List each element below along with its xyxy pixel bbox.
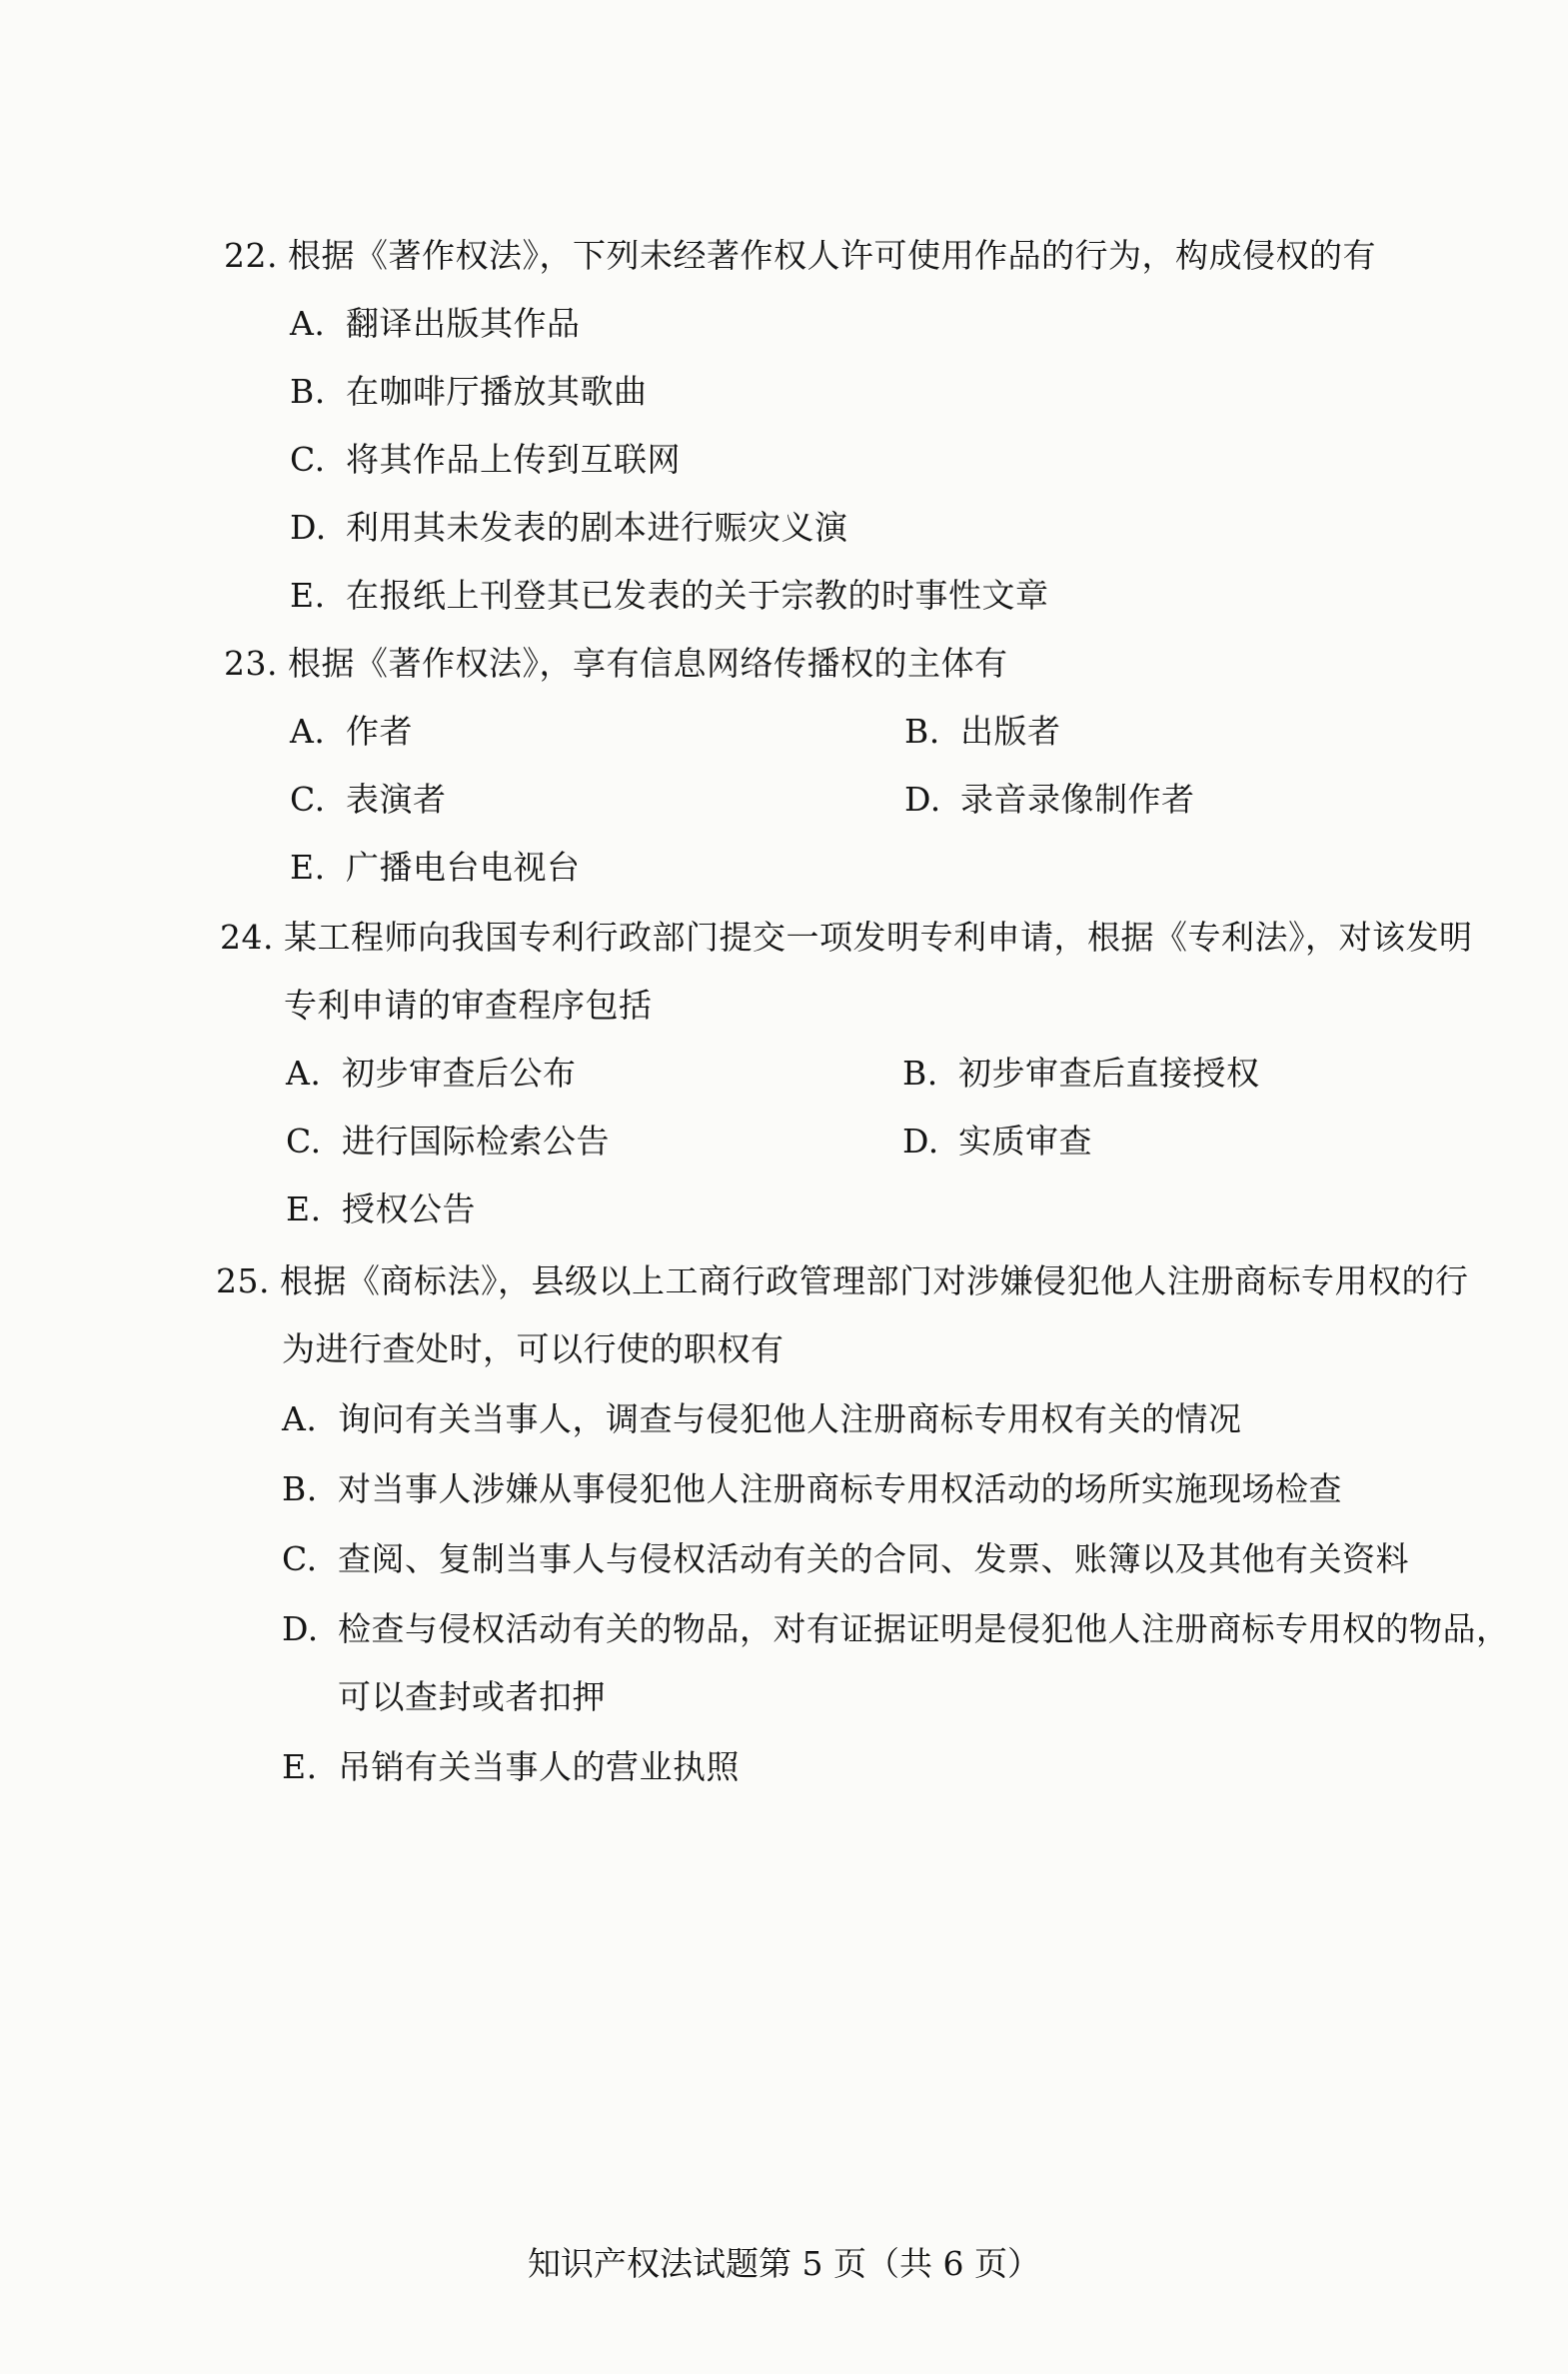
option-text: 初步审查后公布: [342, 1054, 577, 1093]
question-text: 根据《商标法》，县级以上工商行政管理部门对涉嫌侵犯他人注册商标专用权的行: [280, 1261, 1469, 1300]
question-25-option-d-continued: [338, 1677, 606, 1717]
option-text: 利用其未发表的剧本进行赈灾义演: [346, 508, 848, 547]
question-25-option-c: [282, 1539, 1409, 1579]
option-text: 进行国际检索公告: [342, 1122, 610, 1161]
question-22-option-c: [290, 440, 681, 480]
question-22-stem: [224, 236, 1376, 276]
option-text: 翻译出版其作品: [346, 304, 581, 343]
option-letter: B.: [904, 712, 940, 751]
option-letter: C.: [286, 1122, 322, 1161]
question-23-option-e: [290, 848, 581, 888]
option-text: 查阅、复制当事人与侵权活动有关的合同、发票、账簿以及其他有关资料: [338, 1539, 1409, 1578]
question-25-option-e: [282, 1747, 740, 1787]
question-24-stem: [220, 918, 1473, 958]
question-23-option-b: [904, 712, 1061, 752]
question-24-option-b: [902, 1054, 1260, 1094]
question-25-stem-continued: [282, 1329, 784, 1369]
option-text: 询问有关当事人，调查与侵犯他人注册商标专用权有关的情况: [338, 1399, 1242, 1438]
question-23-stem: [224, 644, 1008, 684]
question-24-option-c: [286, 1122, 610, 1162]
option-text: 出版者: [960, 712, 1061, 751]
option-letter: B.: [290, 372, 326, 411]
option-text: 在咖啡厅播放其歌曲: [346, 372, 648, 411]
option-letter: A.: [290, 712, 326, 751]
option-text: 对当事人涉嫌从事侵犯他人注册商标专用权活动的场所实施现场检查: [338, 1469, 1342, 1508]
question-22-option-e: [290, 576, 1049, 616]
page-footer: 知识产权法试题第 5 页（共 6 页）: [528, 2244, 1040, 2283]
question-24-option-d: [902, 1122, 1092, 1162]
option-text: 将其作品上传到互联网: [346, 440, 681, 479]
question-23-option-a: [290, 712, 413, 752]
option-letter: D.: [902, 1122, 939, 1161]
question-number: 22.: [224, 236, 278, 275]
question-24-stem-continued: [284, 986, 653, 1026]
option-text: 广播电台电视台: [346, 848, 581, 887]
option-letter: E.: [286, 1189, 322, 1228]
option-letter: D.: [290, 508, 327, 547]
question-text: 专利申请的审查程序包括: [284, 986, 653, 1025]
question-text: 根据《著作权法》，下列未经著作权人许可使用作品的行为，构成侵权的有: [288, 236, 1376, 275]
question-25-option-b: [282, 1469, 1342, 1509]
option-text: 在报纸上刊登其已发表的关于宗教的时事性文章: [346, 576, 1049, 615]
option-letter: E.: [290, 848, 326, 887]
option-letter: E.: [282, 1747, 318, 1786]
option-letter: D.: [904, 780, 941, 819]
option-letter: C.: [290, 440, 326, 479]
option-text: 可以查封或者扣押: [338, 1677, 606, 1716]
option-text: 吊销有关当事人的营业执照: [338, 1747, 740, 1786]
option-text: 授权公告: [342, 1189, 476, 1228]
option-letter: D.: [282, 1609, 319, 1648]
question-number: 23.: [224, 644, 278, 683]
question-25-option-d: [282, 1609, 1510, 1649]
option-text: 检查与侵权活动有关的物品，对有证据证明是侵犯他人注册商标专用权的物品，: [338, 1609, 1510, 1648]
question-22-option-d: [290, 508, 848, 548]
option-letter: A.: [286, 1054, 322, 1093]
question-25-stem: [216, 1261, 1469, 1301]
question-23-option-c: [290, 780, 447, 820]
option-text: 实质审查: [958, 1122, 1092, 1161]
question-25-option-a: [282, 1399, 1242, 1439]
option-text: 表演者: [346, 780, 447, 819]
question-number: 25.: [216, 1261, 270, 1300]
question-22-option-b: [290, 372, 648, 412]
option-letter: B.: [902, 1054, 938, 1093]
option-text: 录音录像制作者: [960, 780, 1195, 819]
question-text: 根据《著作权法》，享有信息网络传播权的主体有: [288, 644, 1008, 683]
question-24-option-a: [286, 1054, 577, 1094]
question-23-option-d: [904, 780, 1195, 820]
option-letter: A.: [290, 304, 326, 343]
option-letter: B.: [282, 1469, 318, 1508]
question-22-option-a: [290, 304, 581, 344]
option-letter: C.: [290, 780, 326, 819]
option-letter: E.: [290, 576, 326, 615]
question-text: 某工程师向我国专利行政部门提交一项发明专利申请，根据《专利法》，对该发明: [284, 918, 1473, 957]
question-text: 为进行查处时，可以行使的职权有: [282, 1329, 784, 1368]
option-letter: C.: [282, 1539, 318, 1578]
option-text: 作者: [346, 712, 413, 751]
question-24-option-e: [286, 1189, 476, 1229]
question-number: 24.: [220, 918, 274, 957]
option-text: 初步审查后直接授权: [958, 1054, 1260, 1093]
option-letter: A.: [282, 1399, 318, 1438]
